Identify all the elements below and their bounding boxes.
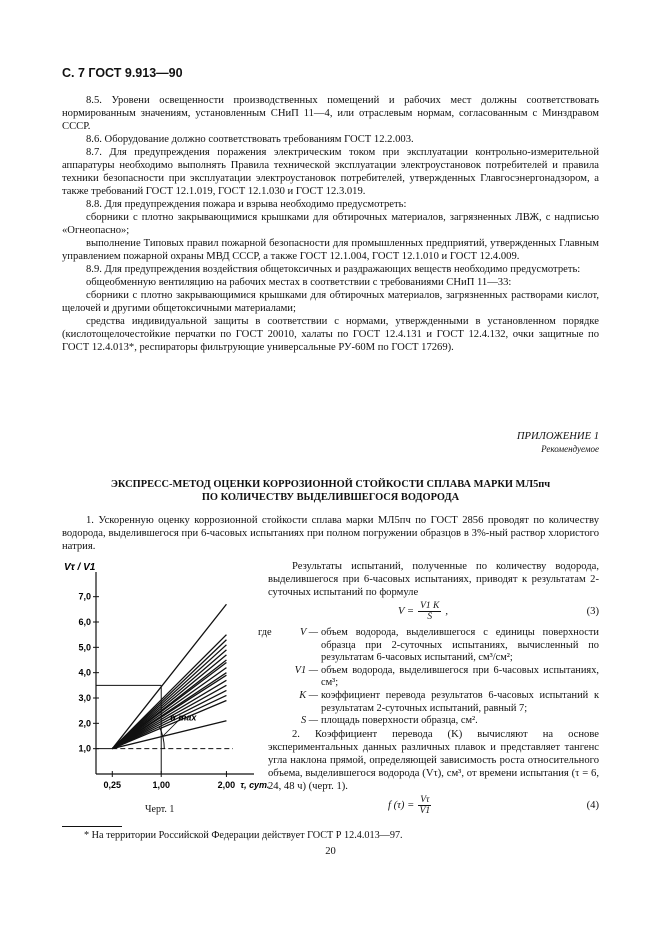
formula-3-tail: , — [445, 606, 448, 617]
formula-4 — [268, 793, 599, 821]
formula-4-number: (4) — [586, 799, 599, 811]
section-8-paragraph: общеобменную вентиляцию на рабочих местах в соответствии с требованиями СНиП 11—33: — [86, 277, 512, 288]
section-8-paragraph: 8.9. Для предупреждения воздействия общетоксичных и раздражающих веществ необходимо предусмотреть: — [86, 264, 581, 275]
series-line — [112, 604, 226, 748]
appendix-title: ПРИЛОЖЕНИЕ 1 — [516, 431, 599, 442]
x-tick-label: 2,00 — [217, 780, 236, 790]
x-tick-label: 0,25 — [103, 780, 122, 790]
section-8-paragraph: 8.5. Уровени освещенности производственных помещений и рабочих мест должны соответствовать нормированным значениям, установленным СНиП 11—4, или отраслевым нормам, согласованным с Минздравом СССР. — [62, 95, 599, 132]
definition-symbol: K — — [299, 689, 318, 701]
y-tick-label: 4,0 — [78, 667, 91, 678]
right-column — [258, 560, 599, 821]
section-8-paragraph: выполнение Типовых правил пожарной безопасности для промышленных предприятий, утвержденных Главным управлением пожарной охраны МВД СССР, а также ГОСТ 12.1.004, ГОСТ 12.1.010 и ГОСТ 12.4.009. — [62, 238, 599, 262]
definition-symbol: V1 — — [294, 664, 318, 676]
section-8-paragraph: 8.8. Для предупреждения пожара и взрыва необходимо предусмотреть: — [86, 199, 407, 210]
section-8-paragraph: 8.6. Оборудование должно соответствовать требованиям ГОСТ 12.2.003. — [86, 134, 414, 145]
paragraph-2: 2. Коэффициент перевода (K) вычисляют на основе экспериментальных данных различных плавок и представляет тангенс угла наклона прямой, определяющей зависимость роста относительного объема, выделившегося водорода (Vτ), см³, от времени испытания (τ = 6, 24, 48 ч) (черт. 1). — [268, 728, 599, 792]
appendix-heading — [62, 478, 599, 504]
page-number: 20 — [325, 846, 336, 857]
x-axis-label: τ, сут. — [240, 780, 270, 790]
intro-text: 1. Ускоренную оценку коррозионной стойкости сплава марки МЛ5пч по ГОСТ 2856 проводят по количеству водорода, выделившегося при 6-часовых испытаниях при полном погружении образцов в 3%-ный раствор хлористого натрия. — [62, 515, 599, 552]
formula-4-denominator: V1 — [419, 805, 431, 816]
formula-4-numerator: Vτ — [420, 794, 430, 805]
footnote-divider — [62, 826, 122, 827]
section-8-paragraph: средства индивидуальной защиты в соответствии с нормами, утвержденными в установленном порядке (кислотощелочестойкие перчатки по ГОСТ 20010, халаты по ГОСТ 12.4.131 и ГОСТ 12.4.132, очки защитные по ГОСТ 12.4.013*, респираторы фильтрующие универсальные РУ-60М по ГОСТ 17269). — [62, 316, 599, 353]
where-label: где — [258, 627, 272, 638]
formula-3 — [268, 599, 599, 627]
formula-3-lhs: V = — [398, 606, 415, 617]
definition-text: коэффициент перевода результатов 6-часовых испытаний к результатам 2-суточных испытаний, равный 7; — [321, 689, 599, 714]
figure-caption: Черт. 1 — [145, 804, 175, 815]
y-tick-label: 3,0 — [78, 693, 91, 703]
definition-symbol: S — — [300, 715, 318, 727]
heading-line-2: ПО КОЛИЧЕСТВУ ВЫДЕЛИВШЕГОСЯ ВОДОРОДА — [201, 492, 460, 503]
definition-row — [268, 715, 599, 728]
definition-text: площадь поверхности образца, см². — [321, 715, 478, 727]
angle-annotation: α max — [170, 712, 197, 723]
definition-row — [268, 690, 599, 715]
y-tick-label: 6,0 — [78, 617, 91, 627]
results-text: Результаты испытаний, полученные по количеству водорода, выделившегося при 6-часовых испытаниях, приводят к результатам 2-суточных испытаний по формуле — [268, 561, 599, 598]
definitions-list — [258, 627, 599, 728]
y-axis-label: Vτ / V1 — [64, 562, 96, 573]
formula-3-numerator: V1 K — [420, 601, 440, 611]
section-8-paragraph: сборники с плотно закрывающимися крышками для обтирочных материалов, загрязненных ЛВЖ, с надписью «Огнеопасно»; — [62, 212, 599, 236]
appendix-subtitle: Рекомендуемое — [541, 444, 599, 454]
definition-text: объем водорода, выделившегося с единицы поверхности образца при 2-суточных испытаниях, вычисленный по результатам 6-часовых испытаний, см³/см²; — [321, 627, 599, 664]
definition-symbol: V — — [300, 627, 318, 638]
section-8-paragraph: сборники с плотно закрывающимися крышками для обтирочных материалов, загрязненных растворами кислот, щелочей и другими общетоксичными материалами; — [62, 290, 599, 314]
page-header: С. 7 ГОСТ 9.913—90 — [62, 66, 183, 80]
y-tick-label: 5,0 — [78, 642, 91, 653]
appendix-label — [517, 430, 599, 456]
section-8-text — [62, 94, 599, 354]
definition-row — [268, 665, 599, 690]
formula-3-denominator: S — [427, 612, 433, 622]
y-tick-label: 2,0 — [78, 718, 91, 729]
x-tick-label: 1,00 — [152, 780, 170, 790]
formula-4-lhs: f (τ) = — [388, 799, 415, 811]
y-tick-label: 7,0 — [78, 591, 91, 602]
y-tick-label: 1,0 — [78, 743, 91, 754]
definition-row — [268, 627, 599, 665]
footnote: * На территории Российской Федерации действует ГОСТ Р 12.4.013—97. — [84, 830, 403, 841]
section-8-paragraph: 8.7. Для предупреждения поражения электрическим током при эксплуатации контрольно-измерительной аппаратуры необходимо выполнять Правила технической эксплуатации электроустановок потребителей и правила техники безопасности при эксплуатации электроустановок потребителей, утвержденных Главгосэнергонадзором, а также требований ГОСТ 12.1.019, ГОСТ 12.1.030 и ГОСТ 12.3.019. — [62, 147, 599, 197]
formula-3-number: (3) — [586, 606, 599, 617]
heading-line-1: ЭКСПРЕСС-МЕТОД ОЦЕНКИ КОРРОЗИОННОЙ СТОЙКОСТИ СПЛАВА МАРКИ МЛ5пч — [110, 479, 551, 490]
definition-text: объем водорода, выделившегося при 6-часовых испытаниях, см³; — [321, 664, 599, 689]
intro-paragraph — [62, 514, 599, 553]
